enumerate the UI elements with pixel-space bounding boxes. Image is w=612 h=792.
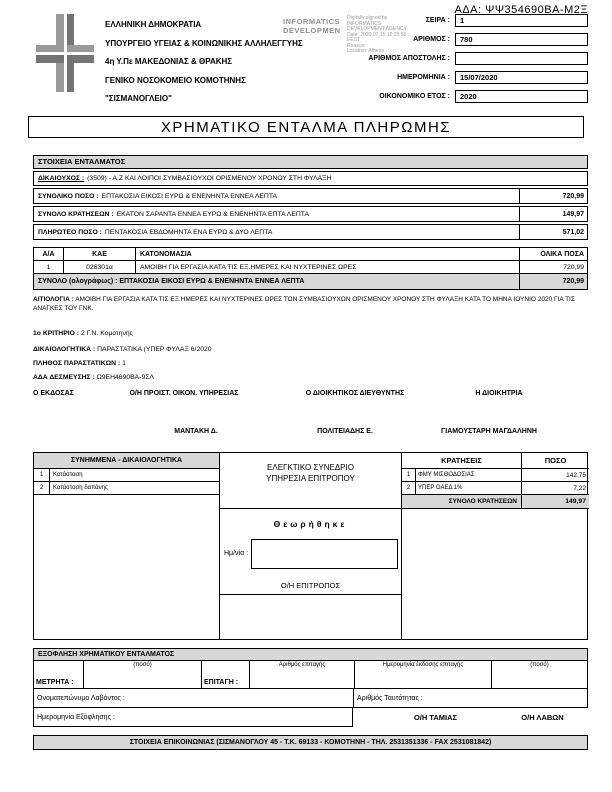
signature-title-governor: Η ΔΙΟΙΚΗΤΡΙΑ (475, 390, 523, 397)
audit-date-label: Ημ/νία : (224, 550, 249, 557)
item-amount: 720,99 (519, 261, 587, 273)
cross-white-split-horizontal (36, 52, 94, 55)
items-total-words: ΕΠΤΑΚΟΣΙΑ ΕΙΚΟΣΙ ΕΥΡΩ & ΕΝΕΝΗΝΤΑ ΕΝΝΕΑ ΛΕΠΤΑ (119, 278, 305, 285)
signature-title-admin-director: Ο ΔΙΟΙΚΗΤΙΚΟΣ ΔΙΕΥΘΥΝΤΗΣ (305, 390, 405, 397)
deductions-total-words: ΕΚΑΤΟΝ ΣΑΡΑΝΤΑ ΕΝΝΕΑ ΕΥΡΩ & ΕΝΕΝΗΝΤΑ ΕΠΤΑ ΛΕΠΤΑ (116, 210, 309, 218)
deduction-text: ΥΠΕΡ ΟΑΕΔ 1% (418, 485, 463, 491)
items-total-row (33, 274, 588, 290)
column-header-kae: ΚΑΕ (64, 248, 136, 260)
org-line-ministry: ΥΠΟΥΡΓΕΙΟ ΥΓΕΙΑΣ & ΚΟΙΝΩΝΙΚΗΣ ΑΛΛΗΛΕΓΓΥΗΣ (105, 38, 303, 48)
beneficiary-label: ΔΙΚΑΙΟΥΧΟΣ : (38, 175, 85, 182)
cash-label: ΜΕΤΡΗΤΑ : (36, 679, 74, 686)
total-amount-words: ΕΠΤΑΚΟΣΙΑ ΕΙΚΟΣΙ ΕΥΡΩ & ΕΝΕΝΗΝΤΑ ΕΝΝΕΑ ΛΕΠΤΑ (101, 192, 278, 200)
page-title: ΧΡΗΜΑΤΙΚΟ ΕΝΤΑΛΜΑ ΠΛΗΡΩΜΗΣ (28, 116, 584, 138)
payoff-row (33, 708, 588, 727)
warrant-details-header: ΣΤΟΙΧΕΙΑ ΕΝΤΑΛΜΑΤΟΣ (33, 155, 588, 169)
stamp-line-1: INFORMATICS (283, 17, 341, 26)
settlement-header: ΕΞΟΦΛΗΣΗ ΧΡΗΜΑΤΙΚΟΥ ΕΝΤΑΛΜΑΤΟΣ (33, 648, 588, 661)
column-header-amount: ΟΛΙΚΑ ΠΟΣΑ (519, 248, 587, 260)
field-series-label: ΣΕΙΡΑ : (425, 17, 450, 24)
cheque-number-hint: Αριθμός επιταγής (278, 662, 326, 668)
supporting-documents-line (33, 346, 212, 353)
stamp-detail-line: EEST (347, 37, 361, 43)
item-name: ΑΜΟΙΒΗ ΓΙΑ ΕΡΓΑΣΙΑ ΚΑΤΑ ΤΙΣ ΕΞ.ΗΜΕΡΕΣ ΚΑΙ ΝΥΧΤΕΡΙΝΕΣ ΩΡΕΣ (140, 263, 357, 271)
item-aa: 1 (34, 261, 64, 273)
cheque-date-cell (354, 661, 491, 688)
payable-amount-row (33, 224, 588, 240)
commitment-ada-label: ΑΔΑ ΔΕΣΜΕΥΣΗΣ : (33, 374, 95, 381)
documents-count-value: 1 (122, 360, 126, 367)
field-date-label: ΗΜΕΡΟΜΗΝΙΑ : (397, 74, 450, 81)
criterion-value: 2 Γ.Ν. Κομοτηνής (80, 330, 133, 337)
beneficiary-value: (3509) - Α.Ζ ΚΑΙ ΛΟΙΠΟΙ ΣΥΜΒΑΣΙΟΥΧΟΙ ΟΡΙΣΜΕΝΟΥ ΧΡΟΝΟΥ ΣΤΗ ΦΥΛΑΞΗ (87, 175, 332, 182)
stamp-line-2: DEVELOPMEN (283, 26, 341, 35)
table-row (402, 469, 589, 482)
settlement-amount-row (33, 661, 588, 689)
total-amount-row (33, 188, 588, 204)
signature-name-3: ΓΙΑΜΟΥΣΤΑΡΗ ΜΑΓΔΑΛΗΝΗ (441, 428, 537, 435)
deduction-amount: 142,75 (521, 469, 589, 481)
recipient-id-label: Αριθμός Ταυτότητας : (357, 694, 423, 702)
documents-count-label: ΠΛΗΘΟΣ ΠΑΡΑΣΤΑΤΙΚΩΝ : (33, 360, 121, 367)
cheque-cell (201, 661, 249, 688)
stamp-detail-line: Date: 2020.07.15 12:25:58 (347, 31, 407, 38)
criterion-label: 1ο ΚΡΙΤΗΡΙΟ : (33, 330, 80, 337)
supporting-documents-value: ΠΑΡΑΣΤΑΤΙΚΑ (ΥΠΕΡ ΦΥΛΑΞ 6/2020 (97, 346, 212, 353)
org-line-region: 4η Υ.Πε ΜΑΚΕΔΟΝΙΑΣ & ΘΡΑΚΗΣ (105, 57, 233, 66)
stamp-detail-line: DEVELOPMENT AGENCY (347, 26, 407, 32)
deductions-total-row (402, 495, 589, 509)
supporting-documents-label: ΔΙΚΑΙΟΛΟΓΗΤΙΚΑ : (33, 346, 96, 353)
total-amount-value: 720,99 (519, 189, 587, 203)
cheque-number-cell (249, 661, 354, 688)
signature-name-1: ΜΑΝΤΑΚΗ Δ. (174, 428, 218, 435)
items-total-amount: 720,99 (519, 274, 587, 289)
cheque-amount-cell (491, 661, 587, 688)
recipient-row (33, 689, 588, 708)
field-fiscal-year (228, 90, 588, 103)
field-number-label: ΑΡΙΘΜΟΣ : (413, 36, 450, 43)
org-line-hospital: ΓΕΝΙΚΟ ΝΟΣΟΚΟΜΕΙΟ ΚΟΜΟΤΗΝΗΣ (105, 75, 246, 85)
beneficiary-row (33, 171, 588, 186)
receiver-signature-label: Ο/Η ΛΑΒΩΝ (521, 713, 564, 722)
attachments-header: ΣΥΝΗΜΜΕΝΑ - ΔΙΚΑΙΟΛΟΓΗΤΙΚΑ (34, 453, 219, 469)
justification-label: ΑΙΤΙΟΛΟΓΙΑ : (33, 296, 74, 303)
commitment-ada-value: Ω9ΕΗ4690ΒΑ-9ΣΛ (96, 374, 154, 381)
deductions-amount-header: ΠΟΣΟ (521, 453, 589, 468)
field-date-value: 15/07/2020 (455, 71, 588, 84)
list-item (34, 469, 219, 482)
field-fiscal-year-value: 2020 (455, 90, 588, 103)
cheque-label: ΕΠΙΤΑΓΗ : (204, 679, 239, 686)
signature-name-2: ΠΟΛΙΤΕΙΑΔΗΣ Ε. (317, 428, 373, 435)
commissioner-label: Ο/Η ΕΠΙΤΡΟΠΟΣ (280, 581, 341, 590)
deductions-table (402, 453, 589, 509)
item-kae: 026301α (64, 261, 136, 273)
payable-amount-label: ΠΛΗΡΩΤΕΟ ΠΟΣΟ : (38, 228, 102, 236)
deduction-amount: 7,22 (521, 482, 589, 494)
stamp-detail-line: Reason: (347, 42, 366, 49)
audit-date-box (251, 539, 398, 569)
deductions-total-row-amount: 149,97 (521, 495, 589, 508)
signature-title-finance-head: Ο/Η ΠΡΟΙΣΤ. ΟΙΚΟΝ. ΥΠΗΡΕΣΙΑΣ (129, 390, 239, 397)
deduction-text: ΦΜΥ ΜΙΣΘΟΔΟΣΙΑΣ (418, 472, 475, 478)
attachment-text: Κατάσταση (53, 472, 83, 478)
attachment-number: 1 (34, 469, 50, 481)
cheque-date-hint: Ημερομηνία έκδοσης επιταγής (382, 662, 464, 668)
deductions-total-label: ΣΥΝΟΛΟ ΚΡΑΤΗΣΕΩΝ : (38, 210, 114, 218)
digital-signature-stamp (283, 17, 341, 35)
divider (220, 594, 401, 595)
stamp-detail-line: Location: Athens (347, 48, 384, 54)
deductions-total-row-label: ΣΥΝΟΛΟ ΚΡΑΤΗΣΕΩΝ (448, 498, 517, 505)
settlement-section (33, 648, 588, 727)
criterion-line (33, 330, 133, 337)
field-series-value: 1 (455, 14, 588, 27)
items-table-header (33, 247, 588, 261)
attachment-text: Κατάσταση δαπάνης (53, 485, 108, 491)
payable-amount-words: ΠΕΝΤΑΚΟΣΙΑ ΕΒΔΟΜΗΝΤΑ ΕΝΑ ΕΥΡΩ & ΔΥΟ ΛΕΠΤΑ (104, 228, 273, 236)
recipient-name-label: Ονοματεπώνυμο Λαβόντος : (34, 689, 354, 707)
audit-court-heading (220, 462, 401, 484)
audit-court-line-1: ΕΛΕΓΚΤΙΚΟ ΣΥΝΕΔΡΙΟ (267, 463, 354, 472)
justification-block (33, 296, 585, 313)
ada-value: ΨΨ354690ΒΑ-Μ2Ξ (485, 4, 588, 16)
stamp-detail-line: Digitally signed by (347, 15, 388, 21)
cash-amount-cell (83, 661, 201, 688)
deductions-table-header (402, 453, 589, 469)
column-header-aa: Α/Α (34, 248, 64, 260)
digital-signature-details (347, 16, 425, 55)
approved-stamp-text: Θεωρήθηκε (273, 519, 348, 529)
deduction-number: 1 (402, 469, 416, 481)
field-dispatch-number-value (455, 52, 588, 65)
justification-text: ΑΜΟΙΒΗ ΓΙΑ ΕΡΓΑΣΙΑ ΚΑΤΑ ΤΙΣ ΕΞ.ΗΜΕΡΕΣ ΚΑΙ ΝΥΧΤΕΡΙΝΕΣ ΩΡΕΣ ΤΩΝ ΣΥΜΒΑΣΙΟΥΧΩΝ ΟΡΙΣΜΕΝΟΥ ΧΡΟΝΟΥ ΣΤΗ ΦΥΛΑΞΗ ΚΑΤΑ ΤΟ ΜΗΝΑ ΙΟΥΝΙΟ 2020 ΓΙΑ ΤΙΣ ΑΝΑΓΚΕΣ ΤΟΥ ΓΝΚ. (33, 296, 575, 312)
attachment-number: 2 (34, 482, 50, 494)
org-line-country: ΕΛΛΗΝΙΚΗ ΔΗΜΟΚΡΑΤΙΑ (105, 20, 202, 29)
warrant-details-table (33, 155, 588, 240)
hospital-cross-logo (36, 14, 94, 92)
documents-count-line (33, 360, 126, 367)
items-table (33, 247, 588, 290)
total-amount-label: ΣΥΝΟΛΙΚΟ ΠΟΣΟ : (38, 192, 99, 200)
field-fiscal-year-label: ΟΙΚΟΝΟΜΙΚΟ ΕΤΟΣ : (379, 93, 450, 100)
field-date (228, 71, 588, 84)
divider (220, 508, 401, 509)
field-number-value: 780 (455, 33, 588, 46)
deductions-total-value: 149,97 (519, 207, 587, 221)
signature-title-issuer: Ο ΕΚΔΟΣΑΣ (33, 390, 74, 397)
items-total-label: ΣΥΝΟΛΟ (ολογράφως) : (38, 278, 118, 285)
org-line-hospital-name: "ΣΙΣΜΑΝΟΓΛΕΙΟ" (105, 94, 172, 103)
table-row (402, 482, 589, 495)
deductions-total-row (33, 206, 588, 222)
deduction-number: 2 (402, 482, 416, 494)
cheque-amount-hint: (ποσό) (530, 662, 549, 668)
column-header-name: ΚΑΤΟΝΟΜΑΣΙΑ (140, 250, 192, 258)
payoff-date-label: Ημερομηνία Εξόφλησης : (33, 708, 353, 727)
audit-court-line-2: ΥΠΗΡΕΣΙΑ ΕΠΙΤΡΟΠΟΥ (266, 474, 355, 483)
cash-cell (34, 661, 83, 688)
cash-amount-hint: (ποσό) (133, 662, 152, 668)
ada-label: ΑΔΑ: (454, 4, 482, 16)
list-item (34, 482, 219, 495)
field-dispatch-number-label: ΑΡΙΘΜΟΣ ΑΠΟΣΤΟΛΗΣ : (368, 55, 450, 62)
commitment-ada-line (33, 374, 154, 381)
payable-amount-value: 571,02 (519, 225, 587, 239)
table-row (33, 261, 588, 274)
deductions-header-label: ΚΡΑΤΗΣΕΙΣ (441, 456, 482, 465)
contact-info-bar: ΣΤΟΙΧΕΙΑ ΕΠΙΚΟΙΝΩΝΙΑΣ (ΣΙΣΜΑΝΟΓΛΟΥ 45 - Τ.Κ. 69133 - ΚΟΜΟΤΗΝΗ - ΤΗΛ. 2531351336 - FAX 2531081842) (33, 735, 588, 750)
audit-section-box (33, 452, 588, 640)
stamp-detail-line: INFORMATICS (347, 20, 382, 27)
cashier-signature-label: Ο/Η ΤΑΜΙΑΣ (413, 713, 458, 722)
